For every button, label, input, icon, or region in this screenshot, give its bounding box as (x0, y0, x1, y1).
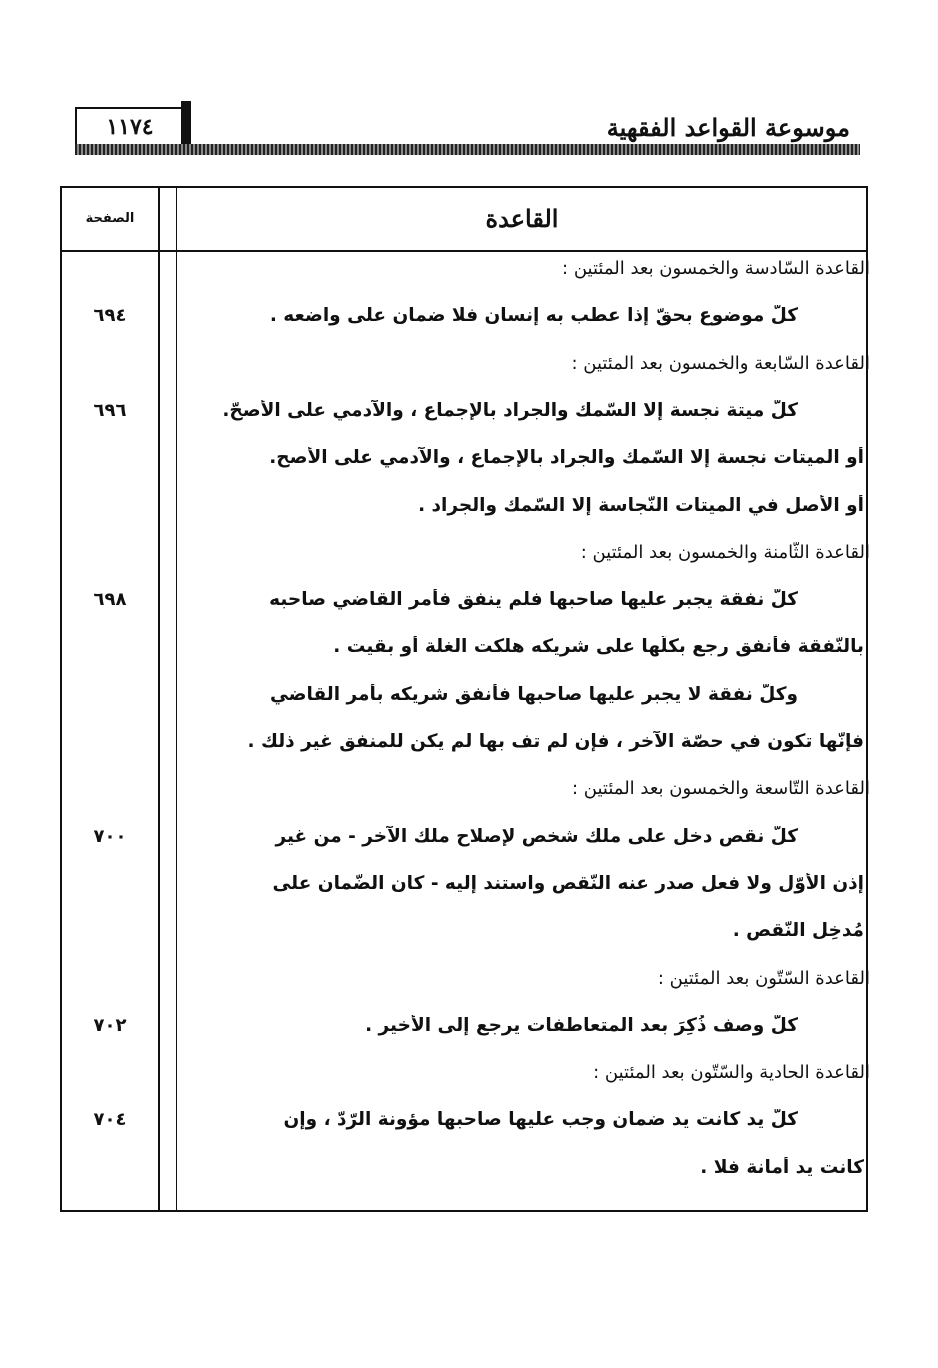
rule-text-line: أو الأصل في الميتات النّجاسة إلا السّمك والجراد . (418, 495, 864, 516)
rule-text-line: وكلّ نفقة لا يجبر عليها صاحبها فأنفق شريكه بأمر القاضي (269, 684, 798, 705)
column-header-rule: القاعدة (485, 204, 559, 233)
rule-heading: القاعدة الثّامنة والخمسون بعد المئتين : (580, 542, 870, 563)
page-reference: ٦٩٤ (93, 305, 127, 326)
rule-heading: القاعدة السّتّون بعد المئتين : (657, 968, 870, 989)
rule-text-line: فإنّها تكون في حصّة الآخر ، فإن لم تف بها لم يكن للمنفق غير ذلك . (247, 731, 864, 752)
rule-text-line: مُدخِل النّقص . (732, 920, 864, 941)
page-reference: ٧٠٠ (93, 826, 127, 847)
page-header (75, 95, 860, 165)
rule-text-line: كلّ ميتة نجسة إلا السّمك والجراد بالإجماع ، والآدمي على الأصحّ. (222, 400, 798, 421)
rule-heading: القاعدة الحادية والسّتّون بعد المئتين : (593, 1062, 870, 1083)
rule-text-line: كلّ يد كانت يد ضمان وجب عليها صاحبها مؤونة الرّدّ ، وإن (283, 1109, 798, 1130)
header-rule (75, 144, 860, 155)
rule-heading: القاعدة السّابعة والخمسون بعد المئتين : (571, 353, 870, 374)
page-reference: ٧٠٤ (93, 1109, 127, 1130)
rule-text-line: كلّ وصف ذُكِرَ بعد المتعاطفات يرجع إلى الأخير . (365, 1015, 798, 1036)
page-reference: ٧٠٢ (93, 1015, 127, 1036)
column-header-page: الصفحة (85, 211, 135, 226)
book-title: موسوعة القواعد الفقهية (606, 113, 850, 142)
rules-index-table (60, 186, 868, 1212)
rule-text-line: كلّ موضوع بحقّ إذا عطب به إنسان فلا ضمان على واضعه . (269, 305, 798, 326)
rule-heading: القاعدة السّادسة والخمسون بعد المئتين : (562, 258, 870, 279)
rule-text-line: إذن الأوّل ولا فعل صدر عنه النّقص واستند إليه - كان الضّمان على (272, 873, 864, 894)
page-number: ١١٧٤ (75, 107, 183, 147)
rule-text-line: كانت يد أمانة فلا . (700, 1157, 864, 1178)
page-reference: ٦٩٨ (93, 589, 127, 610)
rule-text-line: بالنّفقة فأنفق رجع بكلّها على شريكه هلكت الغلة أو بقيت . (333, 636, 864, 657)
rule-text-line: أو الميتات نجسة إلا السّمك والجراد بالإجماع ، والآدمي على الأصح. (269, 447, 864, 468)
column-divider (158, 188, 160, 1210)
rule-heading: القاعدة التّاسعة والخمسون بعد المئتين : (572, 778, 870, 799)
page-reference: ٦٩٦ (93, 400, 127, 421)
header-divider (62, 250, 866, 252)
rule-text-line: كلّ نفقة يجبر عليها صاحبها فلم ينفق فأمر القاضي صاحبه (269, 589, 798, 610)
column-divider-inner (176, 188, 177, 1210)
rule-text-line: كلّ نقص دخل على ملك شخص لإصلاح ملك الآخر - من غير (275, 826, 798, 847)
